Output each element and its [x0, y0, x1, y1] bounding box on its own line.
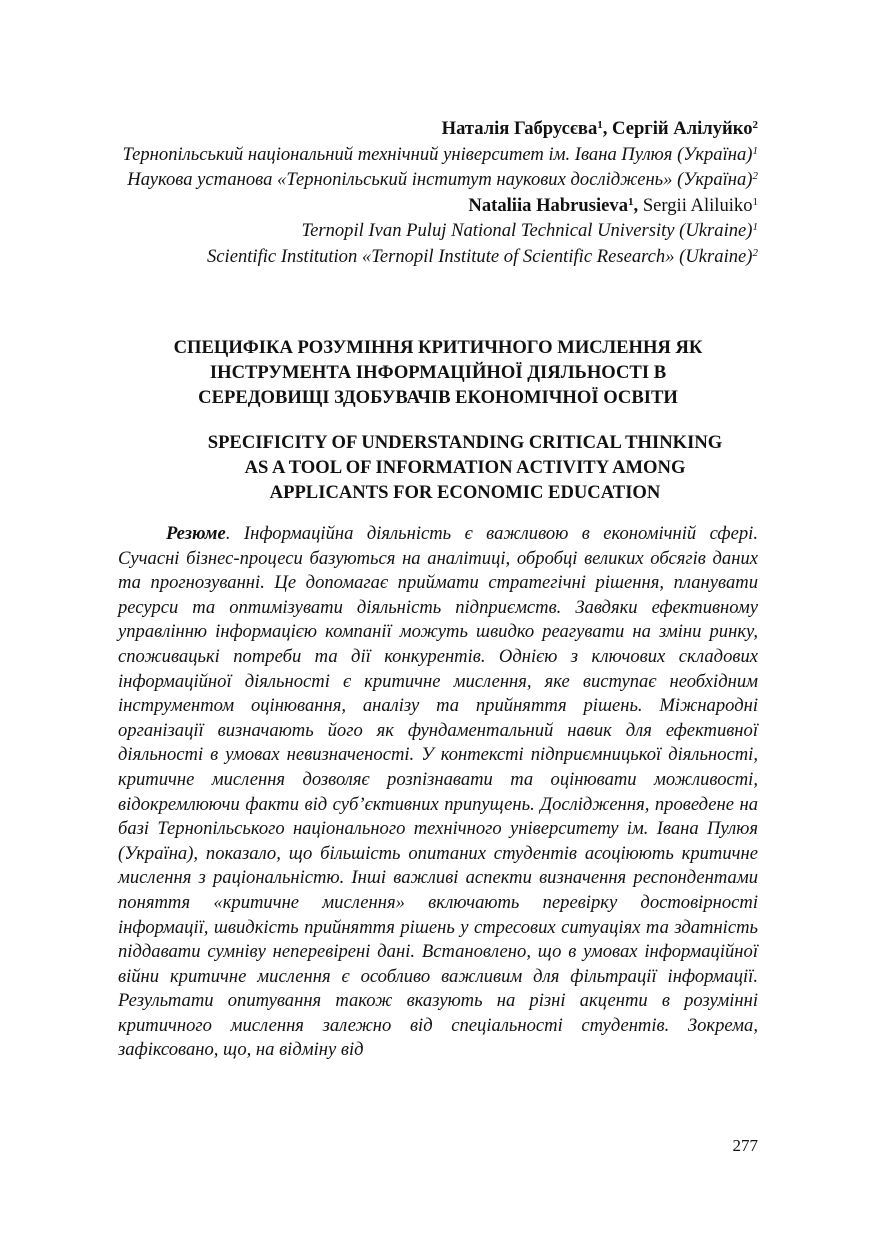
en-author-2: Sergii Aliluiko — [642, 194, 753, 216]
en-author-1-sup: 1 — [628, 195, 634, 208]
en-author-1: Nataliia Habrusieva — [468, 194, 629, 216]
en-affiliation-1 — [118, 218, 758, 244]
ua-author-2-sup: 2 — [752, 119, 758, 131]
title-english — [160, 430, 770, 505]
en-author-2-sup: 1 — [752, 195, 758, 208]
ua-author-1-sup: 1 — [597, 119, 603, 131]
ua-author-2: Сергій Алілуйко — [612, 118, 753, 139]
en-affiliation-1-text: Ternopil Ivan Puluj National Technical University (Ukraine) — [301, 220, 753, 241]
ua-affiliation-1 — [118, 142, 758, 168]
author-block — [118, 116, 758, 269]
title-ua-line-3: СЕРЕДОВИЩІ ЗДОБУВАЧІВ ЕКОНОМІЧНОЇ ОСВІТИ — [198, 387, 678, 408]
en-affiliation-2 — [118, 244, 758, 270]
abstract-text: . Інформаційна діяльність є важливою в економічній сфері. Сучасні бізнес-процеси базуються на аналітиці, обробці великих обсягів даних та прогнозуванні. Це допомагає приймати стратегічні рішення, планувати ресурси та оптимізувати діяльність підприємств. Завдяки ефективному управлінню інформацією компанії можуть швидко реагувати на зміни ринку, споживацькі потреби та дії конкурентів. Однією з ключових складових інформаційної діяльності є критичне мислення, яке виступає необхідним інструментом оцінювання, аналізу та прийняття рішень. Міжнародні організації визначають його як фундаментальний навик для ефективної діяльності в умовах невизначеності. У контексті підприємницької діяльності, критичне мислення дозволяє розпізнавати та оцінювати можливості, відокремлюючи факти від суб’єктивних припущень. Дослідження, проведене на базі Тернопільського національного технічного університету ім. Івана Пулюя (Україна), показало, що більшість опитаних студентів асоціюють критичне мислення з раціональністю. Інші важливі аспекти визначення респондентами поняття «критичне мислення» включають перевірку достовірності інформації, швидкість прийняття рішень у стресових ситуаціях та здатність піддавати сумніву неперевірені дані. Встановлено, що в умовах інформаційної війни критичне мислення є особливо важливим для фільтрації інформації. Результати опитування також вказують на різні акценти в розумінні критичного мислення залежно від спеціальності студентів. Зокрема, зафіксовано, що, на відміну від — [118, 523, 758, 1061]
title-en-line-3: APPLICANTS FOR ECONOMIC EDUCATION — [269, 482, 661, 503]
title-en-line-2: AS A TOOL OF INFORMATION ACTIVITY AMONG — [244, 457, 686, 478]
ua-affiliation-1-sup: 1 — [752, 144, 758, 157]
ua-affiliation-2-sup: 2 — [752, 170, 758, 182]
en-author-separator: , — [633, 194, 643, 216]
abstract-label: Резюме — [166, 523, 226, 544]
en-authors — [118, 193, 758, 219]
ua-author-1: Наталія Габрусєва — [441, 118, 598, 139]
en-affiliation-2-sup: 2 — [752, 246, 758, 259]
abstract-paragraph — [118, 522, 758, 1063]
title-ua-line-1: СПЕЦИФІКА РОЗУМІННЯ КРИТИЧНОГО МИСЛЕННЯ ЯК — [173, 337, 703, 358]
ua-authors — [118, 116, 758, 142]
title-ua-line-2: ІНСТРУМЕНТА ІНФОРМАЦІЙНОЇ ДІЯЛЬНОСТІ В — [209, 362, 667, 383]
ua-affiliation-2 — [118, 167, 758, 193]
title-en-line-1: SPECIFICITY OF UNDERSTANDING CRITICAL THINKING — [207, 432, 723, 453]
title-ukrainian — [118, 335, 758, 410]
ua-author-separator: , — [602, 118, 613, 139]
en-affiliation-1-sup: 1 — [752, 221, 758, 233]
ua-affiliation-2-text: Наукова установа «Тернопільський інститут наукових досліджень» (Україна) — [127, 169, 753, 190]
page-number: 277 — [732, 1136, 758, 1155]
en-affiliation-2-text: Scientific Institution «Ternopil Institute of Scientific Research» (Ukraine) — [207, 245, 753, 267]
ua-affiliation-1-text: Тернопільський національний технічний університет ім. Івана Пулюя (Україна) — [122, 143, 753, 165]
